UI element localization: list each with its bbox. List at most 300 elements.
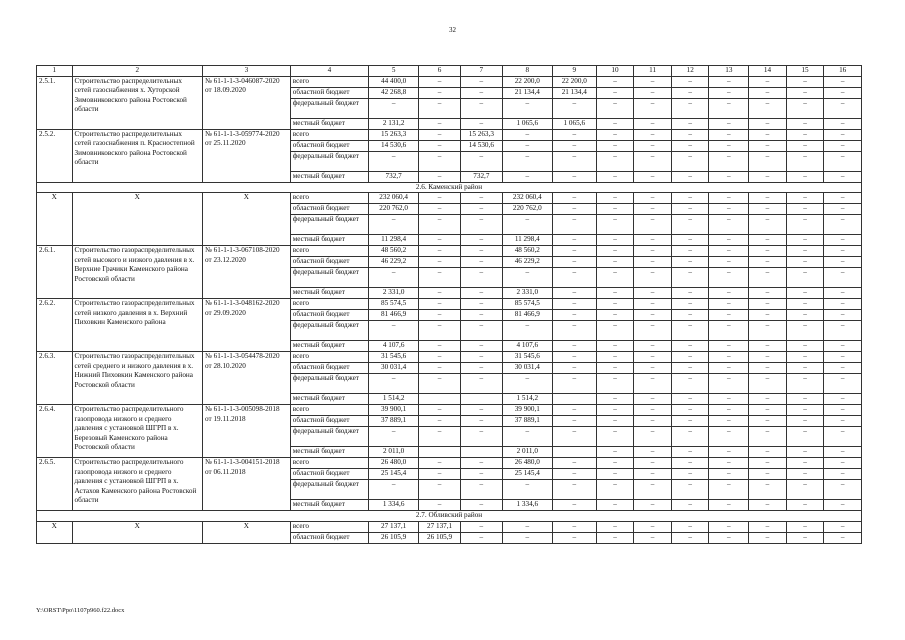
value-cell: – xyxy=(671,458,709,469)
column-header: 15 xyxy=(786,66,824,77)
value-cell: – xyxy=(552,193,596,204)
value-cell: – xyxy=(596,193,634,204)
budget-label: областной бюджет xyxy=(290,87,368,98)
table-row xyxy=(37,405,862,416)
value-cell: – xyxy=(596,246,634,257)
value-cell: – xyxy=(634,215,672,235)
value-cell: – xyxy=(419,469,461,480)
value-cell: – xyxy=(671,374,709,394)
value-cell: – xyxy=(596,310,634,321)
value-cell: – xyxy=(786,310,824,321)
value-cell: 2 011,0 xyxy=(502,447,552,458)
value-cell: – xyxy=(596,98,634,118)
value-cell: – xyxy=(369,151,419,171)
value-cell: – xyxy=(460,151,502,171)
value-cell: – xyxy=(419,299,461,310)
value-cell: – xyxy=(786,171,824,182)
value-cell: – xyxy=(749,204,787,215)
value-cell: – xyxy=(709,405,749,416)
value-cell: – xyxy=(671,341,709,352)
value-cell: – xyxy=(824,500,862,511)
value-cell: – xyxy=(634,405,672,416)
value-cell: – xyxy=(671,118,709,129)
value-cell: – xyxy=(552,268,596,288)
value-cell: – xyxy=(419,352,461,363)
value-cell: – xyxy=(596,405,634,416)
value-cell: – xyxy=(502,321,552,341)
value-cell: – xyxy=(786,532,824,543)
value-cell: – xyxy=(596,374,634,394)
value-cell: – xyxy=(596,458,634,469)
value-cell: – xyxy=(419,246,461,257)
item-number: 2.6.5. xyxy=(37,458,73,511)
value-cell: – xyxy=(709,310,749,321)
value-cell: – xyxy=(824,193,862,204)
value-cell: – xyxy=(419,480,461,500)
value-cell: – xyxy=(634,129,672,140)
value-cell: – xyxy=(460,405,502,416)
item-number: X xyxy=(37,193,73,246)
item-name: Строительство распределительных сетей газоснабжения п. Красностепной Зимовниковского района Ростовской области xyxy=(72,129,203,182)
item-document: № 61-1-1-3-004151-2018 от 06.11.2018 xyxy=(203,458,291,511)
value-cell: – xyxy=(824,246,862,257)
value-cell: – xyxy=(786,215,824,235)
value-cell: 37 889,1 xyxy=(369,416,419,427)
value-cell: – xyxy=(460,288,502,299)
value-cell: – xyxy=(419,288,461,299)
value-cell: – xyxy=(786,500,824,511)
value-cell: – xyxy=(596,151,634,171)
value-cell: – xyxy=(460,299,502,310)
budget-label: всего xyxy=(290,76,368,87)
value-cell: – xyxy=(634,532,672,543)
item-document: X xyxy=(203,193,291,246)
value-cell: – xyxy=(634,458,672,469)
value-cell: – xyxy=(634,341,672,352)
value-cell: – xyxy=(502,521,552,532)
value-cell: – xyxy=(552,129,596,140)
value-cell: – xyxy=(709,427,749,447)
value-cell: – xyxy=(552,215,596,235)
budget-label: федеральный бюджет xyxy=(290,98,368,118)
value-cell: – xyxy=(460,521,502,532)
value-cell: – xyxy=(786,193,824,204)
value-cell: – xyxy=(552,352,596,363)
table-row xyxy=(37,129,862,140)
value-cell: – xyxy=(502,532,552,543)
column-header: 4 xyxy=(290,66,368,77)
value-cell: – xyxy=(709,521,749,532)
value-cell: – xyxy=(749,405,787,416)
value-cell: – xyxy=(460,480,502,500)
value-cell: – xyxy=(671,151,709,171)
column-header: 6 xyxy=(419,66,461,77)
column-header: 9 xyxy=(552,66,596,77)
value-cell: – xyxy=(502,140,552,151)
budget-label: областной бюджет xyxy=(290,416,368,427)
column-header: 10 xyxy=(596,66,634,77)
value-cell: – xyxy=(634,500,672,511)
value-cell: – xyxy=(786,394,824,405)
value-cell: – xyxy=(671,215,709,235)
value-cell: – xyxy=(749,235,787,246)
value-cell: – xyxy=(671,257,709,268)
value-cell: – xyxy=(419,140,461,151)
value-cell: – xyxy=(552,480,596,500)
table-row xyxy=(37,521,862,532)
value-cell: 220 762,0 xyxy=(502,204,552,215)
value-cell: – xyxy=(671,500,709,511)
value-cell: – xyxy=(786,98,824,118)
value-cell: 2 331,0 xyxy=(369,288,419,299)
value-cell: – xyxy=(749,500,787,511)
value-cell xyxy=(552,447,596,458)
value-cell: – xyxy=(709,98,749,118)
item-name: Строительство газораспределительных сетей высокого и низкого давления в х. Верхние Грачики Каменского района Ростовской области xyxy=(72,246,203,299)
value-cell: – xyxy=(502,427,552,447)
value-cell: 46 229,2 xyxy=(502,257,552,268)
value-cell: 15 263,3 xyxy=(369,129,419,140)
value-cell: – xyxy=(749,352,787,363)
value-cell: – xyxy=(749,76,787,87)
value-cell: – xyxy=(460,310,502,321)
value-cell: – xyxy=(824,532,862,543)
value-cell: – xyxy=(419,405,461,416)
value-cell: – xyxy=(596,469,634,480)
value-cell: – xyxy=(749,215,787,235)
value-cell: – xyxy=(596,171,634,182)
value-cell xyxy=(460,394,502,405)
value-cell: 85 574,5 xyxy=(369,299,419,310)
value-cell: – xyxy=(709,87,749,98)
value-cell: – xyxy=(671,394,709,405)
value-cell: 2 331,0 xyxy=(502,288,552,299)
value-cell: – xyxy=(460,321,502,341)
item-number: 2.6.4. xyxy=(37,405,73,458)
value-cell: – xyxy=(671,98,709,118)
table-row xyxy=(37,352,862,363)
value-cell xyxy=(460,447,502,458)
value-cell: – xyxy=(502,129,552,140)
value-cell: – xyxy=(824,268,862,288)
value-cell: – xyxy=(824,87,862,98)
value-cell: – xyxy=(596,447,634,458)
column-header: 1 xyxy=(37,66,73,77)
value-cell: – xyxy=(552,98,596,118)
value-cell: – xyxy=(634,118,672,129)
value-cell: 232 060,4 xyxy=(369,193,419,204)
value-cell: – xyxy=(552,151,596,171)
item-name: Строительство газораспределительных сетей среднего и низкого давления в х. Нижний Пиховкин Каменского района Ростовской области xyxy=(72,352,203,405)
value-cell: – xyxy=(671,288,709,299)
value-cell: – xyxy=(671,268,709,288)
value-cell: – xyxy=(419,235,461,246)
value-cell: – xyxy=(709,171,749,182)
column-header: 14 xyxy=(749,66,787,77)
value-cell: – xyxy=(824,299,862,310)
value-cell: 1 514,2 xyxy=(502,394,552,405)
value-cell: – xyxy=(671,447,709,458)
value-cell xyxy=(419,447,461,458)
value-cell: – xyxy=(460,352,502,363)
value-cell: – xyxy=(419,76,461,87)
value-cell: – xyxy=(596,204,634,215)
budget-label: областной бюджет xyxy=(290,469,368,480)
item-document: № 61-1-1-3-048162-2020 от 29.09.2020 xyxy=(203,299,291,352)
value-cell: – xyxy=(709,151,749,171)
value-cell: – xyxy=(634,374,672,394)
budget-label: областной бюджет xyxy=(290,363,368,374)
value-cell: – xyxy=(552,204,596,215)
value-cell: 732,7 xyxy=(460,171,502,182)
value-cell: 25 145,4 xyxy=(369,469,419,480)
value-cell: – xyxy=(634,76,672,87)
value-cell: – xyxy=(552,363,596,374)
value-cell: – xyxy=(709,268,749,288)
section-row xyxy=(37,182,862,193)
value-cell: – xyxy=(709,118,749,129)
value-cell: 220 762,0 xyxy=(369,204,419,215)
value-cell: – xyxy=(502,268,552,288)
value-cell: – xyxy=(552,288,596,299)
value-cell: – xyxy=(824,521,862,532)
item-document: № 61-1-1-3-005098-2018 от 19.11.2018 xyxy=(203,405,291,458)
value-cell: 11 298,4 xyxy=(369,235,419,246)
value-cell: – xyxy=(749,151,787,171)
value-cell: – xyxy=(824,374,862,394)
value-cell: – xyxy=(596,118,634,129)
value-cell: – xyxy=(709,299,749,310)
value-cell: – xyxy=(634,352,672,363)
value-cell: – xyxy=(460,268,502,288)
budget-label: местный бюджет xyxy=(290,447,368,458)
value-cell: – xyxy=(824,235,862,246)
value-cell: – xyxy=(671,235,709,246)
value-cell: – xyxy=(824,447,862,458)
value-cell: – xyxy=(824,140,862,151)
value-cell: – xyxy=(634,394,672,405)
value-cell: – xyxy=(824,352,862,363)
value-cell: – xyxy=(709,500,749,511)
value-cell: – xyxy=(596,87,634,98)
value-cell: – xyxy=(552,374,596,394)
value-cell: – xyxy=(552,500,596,511)
value-cell: – xyxy=(634,427,672,447)
value-cell: – xyxy=(671,129,709,140)
column-header: 5 xyxy=(369,66,419,77)
value-cell: – xyxy=(749,98,787,118)
value-cell: – xyxy=(460,246,502,257)
value-cell: – xyxy=(709,363,749,374)
value-cell: 81 466,9 xyxy=(369,310,419,321)
value-cell: – xyxy=(634,98,672,118)
value-cell: – xyxy=(671,416,709,427)
value-cell: 81 466,9 xyxy=(502,310,552,321)
budget-label: местный бюджет xyxy=(290,118,368,129)
budget-label: федеральный бюджет xyxy=(290,151,368,171)
value-cell: 232 060,4 xyxy=(502,193,552,204)
value-cell: – xyxy=(552,532,596,543)
value-cell: – xyxy=(824,321,862,341)
value-cell: – xyxy=(786,288,824,299)
budget-table xyxy=(36,65,862,544)
value-cell: – xyxy=(502,171,552,182)
column-header: 12 xyxy=(671,66,709,77)
budget-label: местный бюджет xyxy=(290,235,368,246)
value-cell: – xyxy=(749,299,787,310)
value-cell: – xyxy=(671,363,709,374)
value-cell: – xyxy=(786,469,824,480)
value-cell: – xyxy=(460,235,502,246)
value-cell: – xyxy=(634,469,672,480)
value-cell: – xyxy=(634,416,672,427)
value-cell: – xyxy=(824,98,862,118)
value-cell: – xyxy=(419,458,461,469)
value-cell: – xyxy=(460,363,502,374)
value-cell: – xyxy=(671,204,709,215)
table-row xyxy=(37,246,862,257)
value-cell: – xyxy=(709,394,749,405)
value-cell: – xyxy=(419,193,461,204)
value-cell: – xyxy=(671,171,709,182)
value-cell: 42 268,8 xyxy=(369,87,419,98)
column-header: 13 xyxy=(709,66,749,77)
value-cell xyxy=(419,394,461,405)
value-cell: 1 334,6 xyxy=(502,500,552,511)
value-cell: 25 145,4 xyxy=(502,469,552,480)
budget-label: областной бюджет xyxy=(290,204,368,215)
value-cell: 31 545,6 xyxy=(502,352,552,363)
value-cell: 37 889,1 xyxy=(502,416,552,427)
column-header: 11 xyxy=(634,66,672,77)
item-number: X xyxy=(37,521,73,543)
value-cell: – xyxy=(749,469,787,480)
value-cell: – xyxy=(786,235,824,246)
value-cell: – xyxy=(369,480,419,500)
budget-label: федеральный бюджет xyxy=(290,268,368,288)
value-cell: – xyxy=(671,405,709,416)
column-header: 2 xyxy=(72,66,203,77)
value-cell: – xyxy=(460,193,502,204)
value-cell: – xyxy=(460,416,502,427)
value-cell: – xyxy=(419,363,461,374)
value-cell: – xyxy=(709,352,749,363)
value-cell: 26 480,0 xyxy=(502,458,552,469)
value-cell: 732,7 xyxy=(369,171,419,182)
value-cell: – xyxy=(671,427,709,447)
value-cell: – xyxy=(419,257,461,268)
column-header: 8 xyxy=(502,66,552,77)
value-cell: – xyxy=(552,257,596,268)
value-cell: – xyxy=(824,76,862,87)
budget-label: федеральный бюджет xyxy=(290,321,368,341)
value-cell: 30 031,4 xyxy=(502,363,552,374)
value-cell: – xyxy=(552,310,596,321)
value-cell: – xyxy=(596,215,634,235)
item-name: X xyxy=(72,193,203,246)
item-name: Строительство распределительного газопровода низкого и среднего давления с установкой ШГРП в х. Березовый Каменского района Ростовской области xyxy=(72,405,203,458)
value-cell: 14 530,6 xyxy=(460,140,502,151)
table-row xyxy=(37,76,862,87)
value-cell: – xyxy=(824,151,862,171)
value-cell: – xyxy=(824,257,862,268)
value-cell: – xyxy=(671,480,709,500)
value-cell: – xyxy=(671,76,709,87)
value-cell: 31 545,6 xyxy=(369,352,419,363)
value-cell: – xyxy=(749,532,787,543)
value-cell: – xyxy=(419,171,461,182)
value-cell: 1 334,6 xyxy=(369,500,419,511)
value-cell: – xyxy=(786,268,824,288)
budget-label: всего xyxy=(290,458,368,469)
value-cell: 1 065,6 xyxy=(502,118,552,129)
value-cell: – xyxy=(824,215,862,235)
value-cell: – xyxy=(596,129,634,140)
value-cell: 2 131,2 xyxy=(369,118,419,129)
value-cell: 26 105,9 xyxy=(369,532,419,543)
item-document: № 61-1-1-3-059774-2020 от 25.11.2020 xyxy=(203,129,291,182)
value-cell: – xyxy=(786,129,824,140)
value-cell: 39 900,1 xyxy=(369,405,419,416)
value-cell: – xyxy=(552,235,596,246)
value-cell: – xyxy=(749,374,787,394)
value-cell: – xyxy=(671,352,709,363)
page-number: 32 xyxy=(449,26,456,34)
value-cell: – xyxy=(419,151,461,171)
value-cell: – xyxy=(749,427,787,447)
value-cell: 26 480,0 xyxy=(369,458,419,469)
value-cell: – xyxy=(419,341,461,352)
value-cell: 21 134,4 xyxy=(502,87,552,98)
value-cell: – xyxy=(709,246,749,257)
budget-label: местный бюджет xyxy=(290,288,368,299)
value-cell: – xyxy=(749,288,787,299)
value-cell: – xyxy=(749,394,787,405)
value-cell: – xyxy=(786,76,824,87)
value-cell: – xyxy=(460,469,502,480)
value-cell: – xyxy=(596,235,634,246)
table-row xyxy=(37,193,862,204)
value-cell: – xyxy=(786,87,824,98)
value-cell: – xyxy=(786,321,824,341)
value-cell: – xyxy=(749,246,787,257)
budget-label: всего xyxy=(290,246,368,257)
value-cell: – xyxy=(749,458,787,469)
value-cell: – xyxy=(634,521,672,532)
value-cell: 15 263,3 xyxy=(460,129,502,140)
value-cell: – xyxy=(749,118,787,129)
value-cell: – xyxy=(824,341,862,352)
value-cell: – xyxy=(709,257,749,268)
value-cell: – xyxy=(786,246,824,257)
budget-label: областной бюджет xyxy=(290,532,368,543)
value-cell: – xyxy=(749,310,787,321)
value-cell: – xyxy=(786,521,824,532)
item-name: Строительство распределительных сетей газоснабжения х. Хуторской Зимовниковского района Ростовской области xyxy=(72,76,203,129)
value-cell: – xyxy=(634,87,672,98)
value-cell: 1 065,6 xyxy=(552,118,596,129)
value-cell: – xyxy=(749,416,787,427)
value-cell: 4 107,6 xyxy=(502,341,552,352)
value-cell: – xyxy=(596,268,634,288)
value-cell: – xyxy=(419,310,461,321)
value-cell: – xyxy=(786,151,824,171)
value-cell: – xyxy=(369,374,419,394)
item-number: 2.6.2. xyxy=(37,299,73,352)
value-cell: – xyxy=(552,171,596,182)
item-document: № 61-1-1-3-067108-2020 от 23.12.2020 xyxy=(203,246,291,299)
value-cell: 27 137,1 xyxy=(419,521,461,532)
